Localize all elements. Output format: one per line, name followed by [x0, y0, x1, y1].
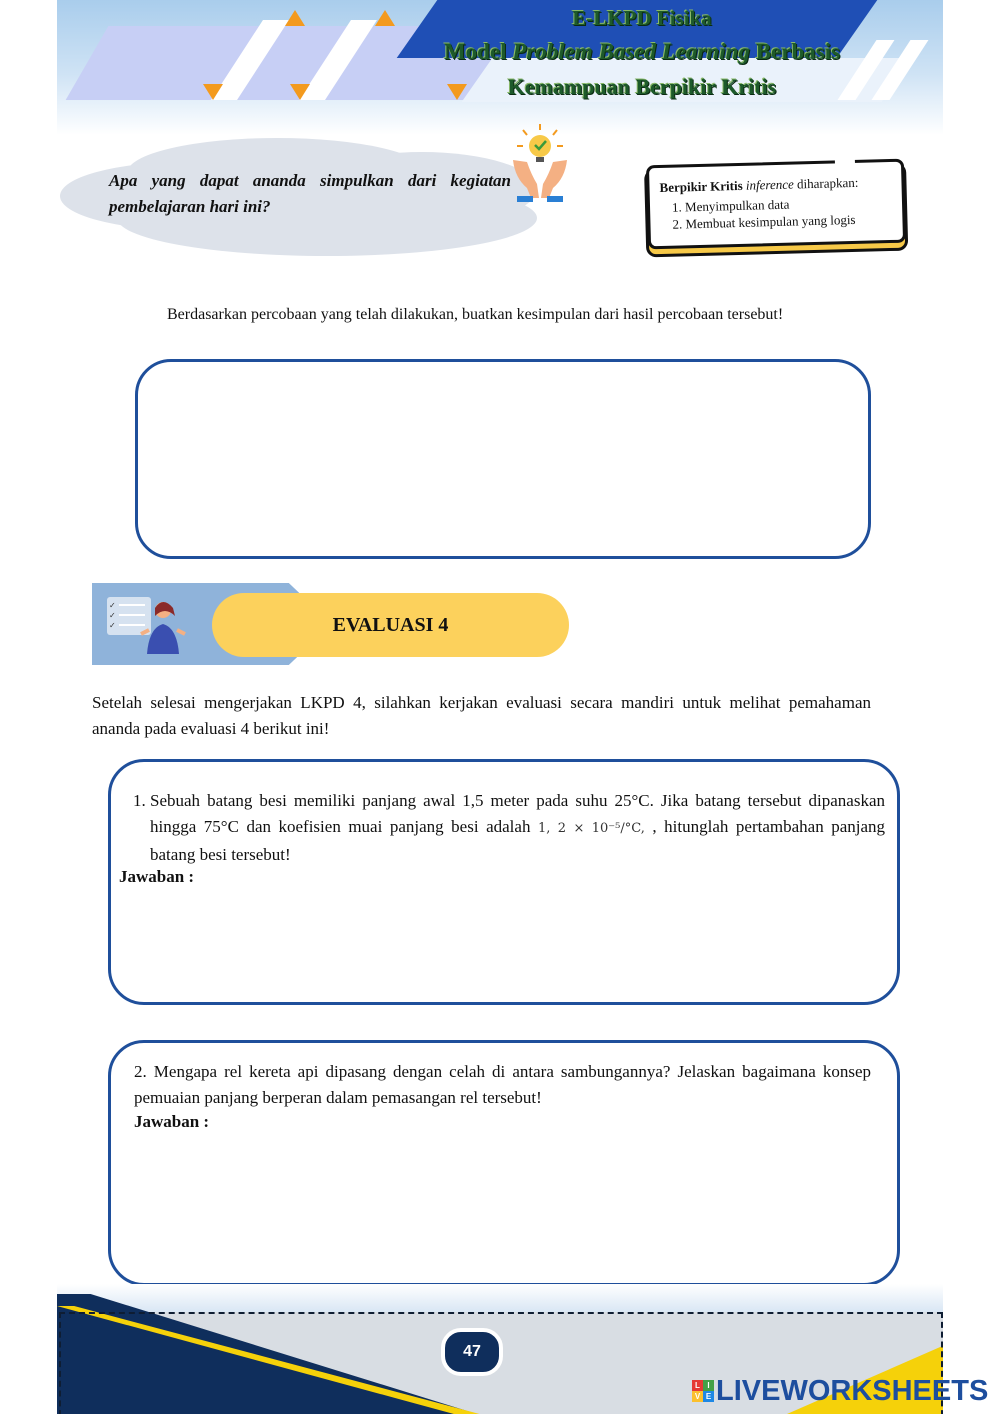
expansion-coefficient-formula: 1, 2 × 10⁻⁵/°C, [537, 821, 645, 836]
header-title: E-LKPD Fisika [572, 6, 712, 30]
answer-label: Jawaban : [119, 867, 195, 886]
header-decor-triangle [285, 10, 305, 26]
brand-name: LIVEWORKSHEETS [716, 1374, 989, 1407]
critical-thinking-box [646, 159, 906, 250]
header-decor-triangle [290, 84, 310, 100]
svg-text:✓: ✓ [109, 621, 116, 630]
svg-text:✓: ✓ [109, 601, 116, 610]
header-subtitle: Model Problem Based Learning Berbasis [443, 39, 841, 64]
conclusion-instruction: Berdasarkan percobaan yang telah dilakukan, buatkan kesimpulan dari hasil percobaan tersebut! [167, 306, 784, 323]
worksheet-page [57, 0, 943, 1414]
lightbulb-hands-icon [505, 120, 575, 204]
reflection-question: Apa yang dapat ananda simpulkan dari kegiatan pembelajaran hari ini? [109, 171, 511, 216]
question-number: 1. [133, 791, 146, 810]
critical-thinking-title: Berpikir Kritis inference diharapkan: [659, 174, 859, 196]
conclusion-answer-box[interactable] [135, 359, 871, 559]
answer-label: Jawaban : [134, 1112, 210, 1131]
liveworksheets-brand [692, 1374, 988, 1408]
page-header [57, 0, 943, 135]
question-2-text: 2. Mengapa rel kereta api dipasang dengan celah di antara sambungannya? Jelaskan bagaimana konsep pemuaian panjang berperan dalam pemasangan rel tersebut! [134, 1062, 871, 1107]
critical-thinking-list [672, 194, 856, 233]
question-1-text: 1. Sebuah batang besi memiliki panjang awal 1,5 meter pada suhu 25°C. Jika batang tersebut dipanaskan hingga 75°C dan koefisien muai panjang besi adalah 1, 2 × 10⁻⁵/°C, , hitunglah pertambahan panjang batang besi tersebut! [133, 788, 885, 868]
evaluation-intro: Setelah selesai mengerjakan LKPD 4, silahkan kerjakan evaluasi secara mandiri untuk melihat pemahaman ananda pada evaluasi 4 berikut ini! [92, 693, 871, 738]
header-subtitle-2: Kemampuan Berpikir Kritis [507, 74, 777, 99]
list-item: 1. Menyimpulkan data [671, 196, 790, 215]
svg-text:✓: ✓ [109, 611, 116, 620]
evaluation-title: EVALUASI 4 [332, 614, 449, 636]
student-avatar-icon [137, 598, 189, 654]
header-decor-triangle [203, 84, 223, 100]
page-number: 47 [441, 1328, 503, 1376]
liveworksheets-logo-icon: L I V E [692, 1380, 714, 1402]
header-decor-triangle [375, 10, 395, 26]
list-item: 2. Membuat kesimpulan yang logis [672, 211, 856, 232]
